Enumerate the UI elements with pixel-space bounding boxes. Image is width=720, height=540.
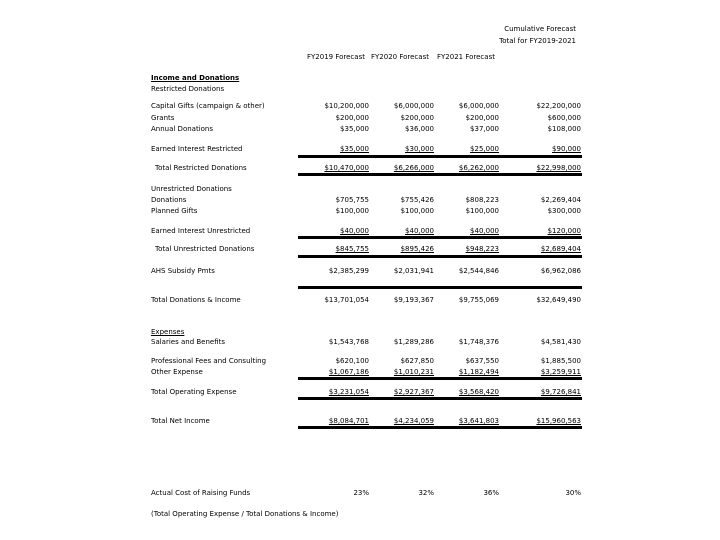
value-fy2020: $6,266,000 (393, 164, 434, 172)
row-label: Annual Donations (151, 125, 214, 133)
value-fy2020: $1,010,231 (393, 368, 434, 376)
divider-rule (298, 255, 582, 258)
value-fy2020: $895,426 (400, 245, 434, 253)
value-total: $300,000 (547, 207, 581, 215)
value-fy2019: $35,000 (340, 145, 369, 153)
row-label: Earned Interest Restricted (151, 145, 243, 153)
value-total: $22,998,000 (536, 164, 581, 172)
value-fy2020: $30,000 (405, 145, 434, 153)
value-fy2020: $755,426 (400, 196, 434, 204)
value-fy2021: $1,182,494 (458, 368, 499, 376)
value-fy2019: $13,701,054 (324, 296, 369, 304)
value-fy2021: $3,641,803 (458, 417, 499, 425)
value-fy2021: $100,000 (465, 207, 499, 215)
row-label: Other Expense (151, 368, 203, 376)
value-total: $2,689,404 (540, 245, 581, 253)
footnote: (Total Operating Expense / Total Donations & Income) (151, 510, 339, 518)
value-fy2021: $6,262,000 (458, 164, 499, 172)
value-fy2019: $1,543,768 (328, 338, 369, 346)
income-section-title: Income and Donations (151, 74, 240, 82)
value-fy2020: $6,000,000 (393, 102, 434, 110)
value-fy2021: $808,223 (465, 196, 499, 204)
row-label: Capital Gifts (campaign & other) (151, 102, 265, 110)
value-fy2019: $1,067,186 (328, 368, 369, 376)
value-fy2021: $2,544,846 (458, 267, 499, 275)
value-total: $600,000 (547, 114, 581, 122)
value-fy2019: $8,084,701 (328, 417, 369, 425)
value-fy2019: $10,200,000 (324, 102, 369, 110)
divider-rule (298, 173, 582, 176)
divider-rule (298, 426, 582, 429)
value-fy2019: $100,000 (335, 207, 369, 215)
value-total: $108,000 (547, 125, 581, 133)
row-label: Salaries and Benefits (151, 338, 226, 346)
value-fy2021: $37,000 (470, 125, 499, 133)
divider-rule (298, 155, 582, 158)
value-total: $1,885,500 (540, 357, 581, 365)
value-fy2021: $3,568,420 (458, 388, 499, 396)
value-total: $3,259,911 (540, 368, 581, 376)
expenses-section-title: Expenses (151, 328, 185, 336)
value-total: $120,000 (547, 227, 581, 235)
value-fy2021: $40,000 (470, 227, 499, 235)
row-label: Donations (151, 196, 187, 204)
cumulative-header-line2: Total for FY2019-2021 (499, 37, 576, 45)
divider-rule (298, 397, 582, 400)
value-fy2020: $36,000 (405, 125, 434, 133)
restricted-section-title: Restricted Donations (151, 85, 225, 93)
row-label: Total Unrestricted Donations (155, 245, 255, 253)
value-fy2020: $627,850 (400, 357, 434, 365)
row-label: Total Restricted Donations (155, 164, 247, 172)
value-fy2021: $25,000 (470, 145, 499, 153)
column-header-fy2021: FY2021 Forecast (437, 53, 495, 61)
value-fy2019: $845,755 (335, 245, 369, 253)
value-total: $32,649,490 (536, 296, 581, 304)
column-header-fy2019: FY2019 Forecast (307, 53, 365, 61)
value-fy2019: $3,231,054 (328, 388, 369, 396)
divider-rule (298, 377, 582, 380)
value-fy2020: $40,000 (405, 227, 434, 235)
value-fy2019: $2,385,299 (328, 267, 369, 275)
value-fy2021: $637,550 (465, 357, 499, 365)
value-fy2020: $4,234,059 (393, 417, 434, 425)
value-total: $2,269,404 (540, 196, 581, 204)
value-fy2021: 36% (483, 489, 499, 497)
unrestricted-section-title: Unrestricted Donations (151, 185, 232, 193)
value-fy2021: $200,000 (465, 114, 499, 122)
value-total: 30% (565, 489, 581, 497)
divider-rule (298, 236, 582, 239)
row-label: Total Operating Expense (151, 388, 237, 396)
value-fy2020: $9,193,367 (393, 296, 434, 304)
divider-rule (298, 286, 582, 289)
row-label: Earned Interest Unrestricted (151, 227, 251, 235)
value-fy2019: $200,000 (335, 114, 369, 122)
value-fy2021: $9,755,069 (458, 296, 499, 304)
value-fy2019: $620,100 (335, 357, 369, 365)
value-fy2021: $6,000,000 (458, 102, 499, 110)
value-fy2019: $40,000 (340, 227, 369, 235)
value-fy2021: $1,748,376 (458, 338, 499, 346)
value-fy2020: $100,000 (400, 207, 434, 215)
value-total: $90,000 (552, 145, 581, 153)
value-fy2020: 32% (418, 489, 434, 497)
value-fy2019: $705,755 (335, 196, 369, 204)
value-fy2021: $948,223 (465, 245, 499, 253)
value-fy2020: $1,289,286 (393, 338, 434, 346)
column-header-fy2020: FY2020 Forecast (371, 53, 429, 61)
row-label: Actual Cost of Raising Funds (151, 489, 251, 497)
row-label: Total Donations & Income (151, 296, 241, 304)
value-fy2019: 23% (353, 489, 369, 497)
value-total: $6,962,086 (540, 267, 581, 275)
row-label: Grants (151, 114, 175, 122)
row-label: Total Net Income (151, 417, 210, 425)
value-fy2019: $10,470,000 (324, 164, 369, 172)
row-label: Professional Fees and Consulting (151, 357, 267, 365)
value-total: $22,200,000 (536, 102, 581, 110)
value-fy2020: $200,000 (400, 114, 434, 122)
cumulative-header-line1: Cumulative Forecast (504, 25, 576, 33)
value-total: $4,581,430 (540, 338, 581, 346)
row-label: AHS Subsidy Pmts (151, 267, 215, 275)
value-total: $9,726,841 (540, 388, 581, 396)
value-fy2020: $2,927,367 (393, 388, 434, 396)
row-label: Planned Gifts (151, 207, 198, 215)
value-fy2019: $35,000 (340, 125, 369, 133)
value-total: $15,960,563 (536, 417, 581, 425)
value-fy2020: $2,031,941 (393, 267, 434, 275)
